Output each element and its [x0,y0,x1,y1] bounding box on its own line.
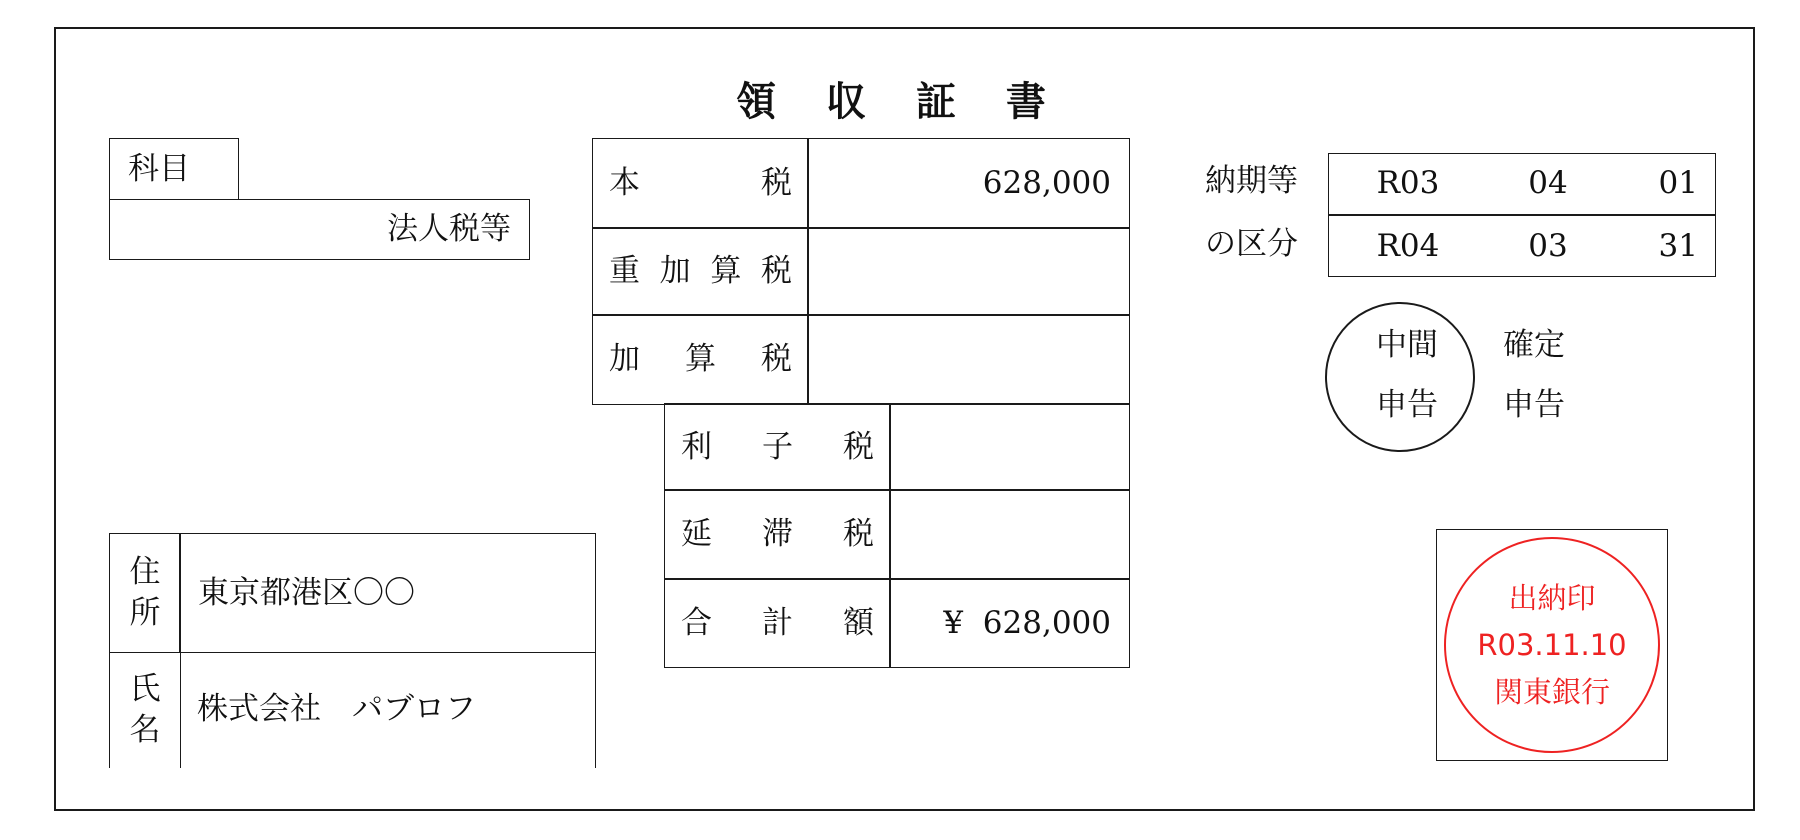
tax-label-char: 税 [761,165,792,201]
tax-label-char: 税 [843,516,874,552]
address-value-text: 東京都港区〇〇 [198,574,415,611]
address-label-char: 住 [129,554,161,590]
interim-selection-circle [1325,302,1475,452]
interim-line1: 中間 [1376,327,1438,363]
stamp-line-2: R03.11.10 [1477,627,1627,662]
period-label-line2: の区分 [1205,226,1298,262]
tax-value-text: 628,000 [982,165,1111,201]
name-label-char: 名 [129,711,161,748]
address-label [109,533,181,653]
receipt-stamp [1444,537,1660,753]
tax-value-delinquency [889,489,1130,580]
tax-label-interest [664,403,891,491]
tax-label-char: 税 [761,341,792,377]
tax-label-char: 重 [609,253,640,289]
tax-label-total [664,578,891,668]
tax-value-main [807,138,1130,229]
period-to-month: 03 [1528,227,1568,264]
name-label [109,651,181,768]
period-to-day: 31 [1658,227,1698,264]
subject-label [109,138,239,200]
tax-label-char: 加 [659,253,691,289]
tax-label-char: 算 [710,253,742,289]
name-value-text: 株式会社 パブロフ [197,691,476,727]
interim-line2: 申告 [1376,387,1438,423]
tax-label-char: 税 [760,253,792,289]
stamp-line-1: 出納印 [1508,580,1596,615]
period-from-month: 04 [1528,165,1568,201]
tax-label-delinquency [664,489,891,580]
name-value [179,651,596,768]
tax-label-char: 滞 [762,516,793,552]
period-from-day: 01 [1658,165,1698,201]
period-from-era: R03 [1376,165,1440,201]
tax-label-char: 加 [609,341,640,377]
tax-value-heavy-additional [807,227,1130,316]
period-to-era: R04 [1376,227,1440,264]
tax-label-char: 延 [681,516,712,552]
tax-value-total [889,578,1130,668]
stamp-line-3: 関東銀行 [1493,674,1610,709]
tax-value-interest [889,403,1130,491]
subject-label-text: 科目 [128,150,190,187]
address-label-char: 所 [129,595,161,631]
tax-label-char: 本 [609,165,640,201]
tax-label-char: 子 [762,428,793,465]
tax-label-char: 額 [843,604,874,641]
tax-label-char: 税 [843,428,874,465]
subject-value-text: 法人税等 [387,211,511,247]
tax-label-main [592,138,809,229]
final-line1: 確定 [1503,327,1565,363]
name-label-char: 氏 [129,670,161,707]
tax-label-char: 利 [681,428,712,465]
period-label-line1: 納期等 [1205,163,1298,199]
document-title: 領 収 証 書 [736,79,1064,125]
tax-label-additional [592,314,809,405]
tax-label-char: 算 [685,341,716,377]
subject-value [109,199,530,260]
tax-value-text: ¥ 628,000 [943,604,1111,641]
tax-value-additional [807,314,1130,405]
final-line2: 申告 [1503,387,1565,423]
tax-label-heavy-additional [592,227,809,316]
tax-label-char: 計 [762,604,793,641]
tax-label-char: 合 [681,604,712,641]
address-value [179,533,596,653]
